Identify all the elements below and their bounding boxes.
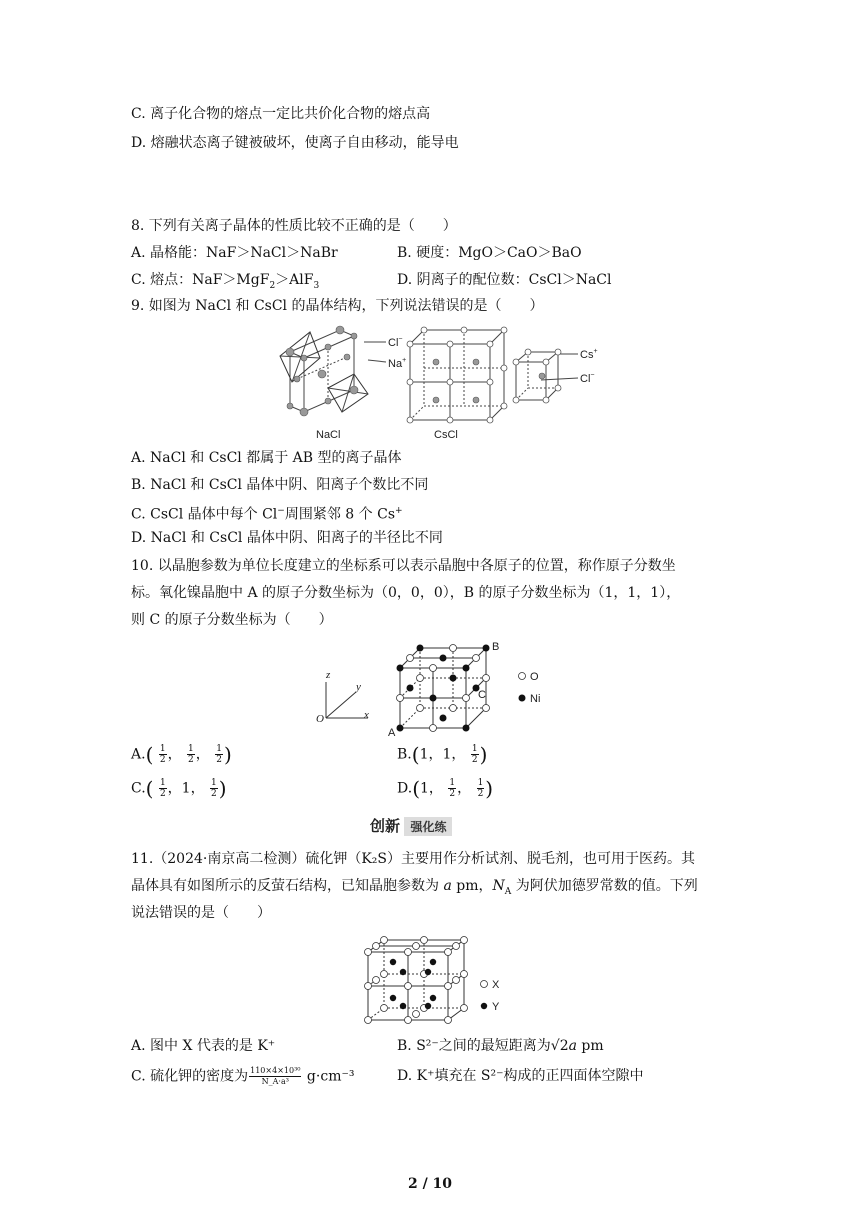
- nacl-caption: NaCl: [316, 429, 341, 441]
- q8-option-c: C. 熔点：NaF＞MgF$_2$＞AlF$_3$: [131, 272, 320, 291]
- cs-label: Cs+: [580, 348, 598, 361]
- q11-option-c: C. 硫化钾的密度为 $\frac{\text{110×4×10³⁰}}{\text{N\_A·a³}}$ g·cm⁻³: [131, 1066, 355, 1086]
- q11-option-d: D. K⁺填充在 S²⁻构成的正四面体空隙中: [397, 1068, 644, 1084]
- q9-option-c: C. CsCl 晶体中每个 Cl−周围紧邻 8 个 Cs+: [131, 506, 403, 523]
- q10-option-b: B.(1，1， $\frac{1}{2}$ ): [397, 742, 488, 767]
- q10-option-a: A.( $\frac{1}{2}$ ， $\frac{1}{2}$ ， $\frac{1}{2}$ ): [131, 742, 232, 767]
- banner-subtitle: 强化练: [404, 817, 452, 836]
- x-axis-label: x: [364, 709, 369, 721]
- legend-y: Y: [492, 1001, 500, 1013]
- q10-line2: 标。氧化镍晶胞中 A 的原子分数坐标为（0，0，0），B 的原子分数坐标为（1，1，1），: [131, 585, 681, 601]
- legend-ni: Ni: [530, 693, 541, 705]
- q8-option-a: A. 晶格能：NaF＞NaCl＞NaBr: [131, 245, 338, 261]
- q10-line3: 则 C 的原子分数坐标为（ ）: [131, 612, 333, 628]
- q11-option-a: A. 图中 X 代表的是 K⁺: [131, 1038, 276, 1054]
- q7-option-c: C. 离子化合物的熔点一定比共价化合物的熔点高: [131, 106, 431, 122]
- q11-option-b: B. S²⁻之间的最短距离为√2a pm: [397, 1038, 604, 1054]
- page-number: 2 / 10: [407, 1176, 453, 1192]
- cl2-label: Cl−: [580, 372, 595, 385]
- q8-option-b: B. 硬度：MgO＞CaO＞BaO: [397, 245, 582, 261]
- q9-option-d: D. NaCl 和 CsCl 晶体中阴、阳离子的半径比不同: [131, 530, 443, 546]
- banner-title: 创新: [370, 817, 401, 835]
- nacl-cscl-figure: [258, 322, 608, 446]
- cscl-caption: CsCl: [434, 429, 458, 441]
- q11-line3: 说法错误的是（ ）: [131, 905, 271, 921]
- q8-stem: 8. 下列有关离子晶体的性质比较不正确的是（ ）: [131, 218, 457, 234]
- q9-option-a: A. NaCl 和 CsCl 都属于 AB 型的离子晶体: [131, 450, 402, 466]
- legend-o: O: [530, 671, 539, 683]
- q8-option-d: D. 阴离子的配位数：CsCl＞NaCl: [397, 272, 612, 288]
- point-b-label: B: [492, 641, 500, 653]
- q9-option-b: B. NaCl 和 CsCl 晶体中阴、阳离子个数比不同: [131, 477, 429, 493]
- point-c-label: C: [478, 689, 486, 701]
- q10-option-c: C.( $\frac{1}{2}$ ，1， $\frac{1}{2}$ ): [131, 776, 227, 801]
- point-a-label: A: [388, 727, 396, 739]
- q10-option-d: D.(1， $\frac{1}{2}$ ， $\frac{1}{2}$ ): [397, 776, 494, 801]
- q9-stem: 9. 如图为 NaCl 和 CsCl 的晶体结构，下列说法错误的是（ ）: [131, 298, 544, 314]
- section-banner: [370, 815, 490, 837]
- na-label: Na+: [388, 357, 407, 370]
- z-axis-label: z: [326, 669, 331, 681]
- q10-line1: 10. 以晶胞参数为单位长度建立的坐标系可以表示晶胞中各原子的位置，称作原子分数坐: [131, 558, 676, 574]
- cl-label: Cl−: [388, 336, 403, 349]
- origin-label: O: [316, 713, 324, 725]
- k2s-cell-figure: [360, 934, 510, 1028]
- legend-x: X: [492, 979, 500, 991]
- y-axis-label: y: [356, 681, 361, 693]
- q7-option-d: D. 熔融状态离子键被破坏，使离子自由移动，能导电: [131, 135, 459, 151]
- q11-line1: 11.（2024·南京高二检测）硫化钾（K₂S）主要用作分析试剂、脱毛剂，也可用于医药。其: [131, 851, 696, 867]
- nio-cell-figure: [310, 636, 560, 740]
- q11-line2: 晶体具有如图所示的反萤石结构，已知晶胞参数为 a pm，$N_A$ 为阿伏加德罗常数的值。下列: [131, 878, 698, 897]
